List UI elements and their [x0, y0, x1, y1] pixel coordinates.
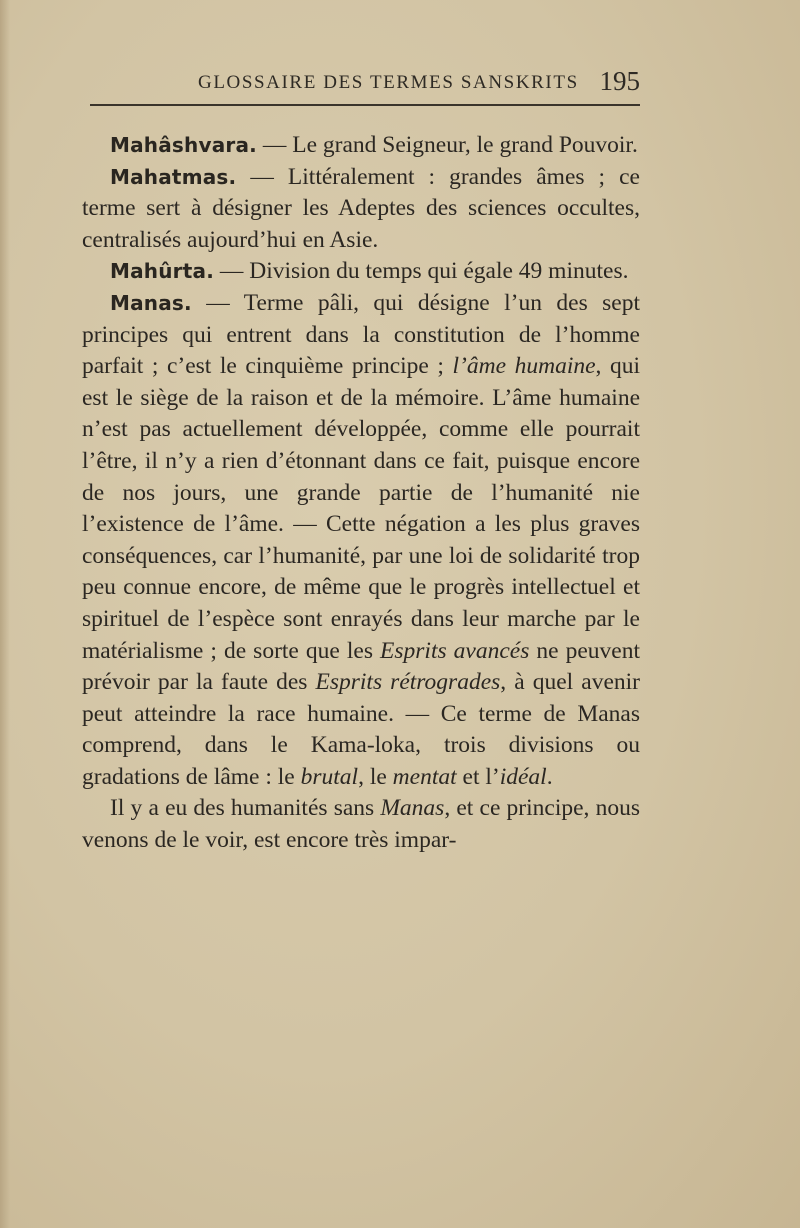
definition-text: , à quel avenir peut atteindre la race humaine. — Ce terme de Manas comprend, dans le Kama-loka, trois divisions ou gradations de lâme : le	[82, 669, 640, 790]
definition-text: , le	[358, 763, 393, 790]
glossary-definition: — Littéralement : grandes âmes ; ce terme sert à désigner les Adeptes des sciences occultes, centralisés aujourd’hui en Asie.	[82, 163, 640, 253]
definition-text: — Terme pâli, qui désigne l’un des sept principes qui entrent dans la constitution de l’homme parfait ; c’est le cinquième principe ;	[82, 289, 640, 380]
italic-phrase: l’âme humaine	[452, 353, 596, 380]
glossary-term: Mahâshvara.	[110, 133, 257, 157]
glossary-definition: — Division du temps qui égale 49 minutes.	[214, 258, 629, 285]
glossary-entry-mahurta	[82, 256, 640, 288]
running-title: GLOSSAIRE DES TERMES SANSKRITS	[198, 72, 579, 93]
glossary-term: Mahatmas.	[110, 164, 237, 189]
page-header	[90, 62, 640, 102]
closing-paragraph	[82, 793, 640, 856]
page-spine-shadow	[0, 0, 10, 1228]
header-rule	[90, 104, 640, 106]
italic-phrase: idéal	[499, 763, 547, 790]
definition-text: .	[546, 763, 553, 790]
definition-text: , qui est le siège de la raison et de la mémoire. L’âme humaine n’est pas actuellement développée, comme elle pourrait l’être, il n’y a rien d’étonnant dans ce fait, puisque encore de nos jours, une grande partie de l’humanité nie l’existence de l’âme. — Cette négation a les plus graves conséquences, car l’humanité, par une loi de solidarité trop peu connue encore, de même que le progrès intellectuel et spirituel de l’espèce sont enrayés dans leur marche par le matérialisme ; de sorte que les	[82, 353, 641, 664]
definition-text: et l’	[456, 763, 500, 790]
paragraph-text: , et ce principe, nous venons de le voir, est encore très impar-	[82, 795, 640, 854]
glossary-body	[82, 130, 640, 857]
glossary-entry-mahatmas	[82, 162, 640, 257]
paragraph-text: Il y a eu des humanités sans	[110, 795, 381, 822]
glossary-term: Mahûrta.	[110, 259, 214, 284]
italic-phrase: mentat	[392, 763, 457, 790]
italic-phrase: Manas	[380, 795, 445, 822]
glossary-entry-manas	[82, 288, 640, 794]
italic-phrase: brutal	[300, 763, 359, 790]
glossary-entry-mahashvara	[82, 130, 640, 162]
definition-text: ne peuvent prévoir par la faute des	[82, 637, 640, 696]
page-number: 195	[599, 66, 640, 96]
glossary-definition: — Le grand Seigneur, le grand Pouvoir.	[256, 132, 638, 158]
italic-phrase: Esprits avancés	[380, 637, 530, 664]
italic-phrase: Esprits rétrogrades	[315, 669, 501, 696]
glossary-term: Manas.	[110, 290, 192, 315]
